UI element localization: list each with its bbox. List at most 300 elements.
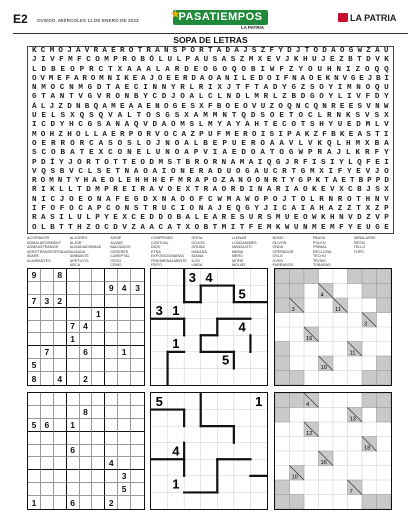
sudoku-cell[interactable]	[41, 496, 54, 509]
sudoku-cell[interactable]	[105, 432, 118, 445]
wordsearch-letter: H	[49, 130, 55, 139]
sudoku-cell[interactable]: 7	[67, 321, 80, 334]
wordsearch-letter: K	[384, 56, 389, 65]
wordsearch-letter: M	[212, 112, 218, 121]
wordsearch-letter: F	[322, 130, 327, 139]
sudoku-cell[interactable]	[41, 372, 54, 385]
wordsearch-row	[28, 205, 393, 214]
wordsearch-letter: G	[87, 121, 93, 130]
wordsearch-letter: Q	[266, 158, 272, 167]
sudoku-cell[interactable]	[105, 269, 118, 282]
sudoku-cell[interactable]	[118, 445, 131, 458]
sudoku-cell[interactable]	[41, 321, 54, 334]
sudoku-cell[interactable]	[131, 483, 144, 496]
sudoku-cell[interactable]	[105, 295, 118, 308]
wordsearch-letter: B	[331, 130, 336, 139]
sudoku-cell[interactable]	[118, 333, 131, 346]
word-list-item: SEÑALARSE	[353, 236, 376, 240]
sudoku-cell[interactable]	[54, 457, 67, 470]
sudoku-cell[interactable]	[80, 419, 93, 432]
sudoku-cell[interactable]	[92, 295, 105, 308]
wordsearch-letter: L	[374, 121, 380, 130]
sudoku-cell[interactable]	[131, 359, 144, 372]
wordsearch-letter: O	[50, 84, 56, 93]
wordsearch-letter: G	[300, 167, 306, 176]
wordsearch-letter: D	[250, 112, 256, 121]
wordsearch-letter: B	[60, 149, 66, 158]
wordsearch-letter: Q	[357, 158, 362, 167]
sudoku-cell[interactable]	[131, 372, 144, 385]
wordsearch-letter: M	[111, 102, 116, 111]
sudoku-cell[interactable]	[105, 445, 118, 458]
wordsearch-letter: C	[59, 84, 65, 93]
wordsearch-letter: L	[84, 130, 90, 139]
sudoku-cell[interactable]	[131, 445, 144, 458]
wordsearch-letter: E	[257, 223, 263, 232]
sudoku-cell[interactable]: 3	[118, 470, 131, 483]
sudoku-cell[interactable]	[54, 308, 67, 321]
sudoku-cell[interactable]	[92, 346, 105, 359]
wordsearch-letter: T	[77, 186, 82, 195]
wordsearch-letter: O	[40, 130, 46, 139]
wordsearch-row	[28, 66, 393, 75]
sudoku-cell[interactable]	[118, 308, 131, 321]
sudoku-cell[interactable]	[28, 406, 41, 419]
wordsearch-letter: Q	[313, 102, 319, 111]
sudoku-cell[interactable]	[92, 483, 105, 496]
wordsearch-letter: S	[167, 158, 173, 167]
sudoku-cell[interactable]	[41, 333, 54, 346]
wordsearch-letter: O	[90, 74, 96, 83]
sudoku-cell[interactable]: 5	[118, 483, 131, 496]
wordsearch-letter: R	[106, 93, 111, 102]
wordsearch-letter: A	[185, 214, 191, 223]
wordsearch-letter: V	[40, 74, 45, 83]
wordsearch-letter: G	[291, 84, 296, 93]
sudoku-cell[interactable]	[54, 333, 67, 346]
sudoku-cell[interactable]	[67, 393, 80, 406]
wordsearch-row	[28, 168, 393, 177]
sudoku-cell[interactable]	[131, 496, 144, 509]
sudoku-cell[interactable]	[54, 321, 67, 334]
wordsearch-letter: N	[96, 195, 102, 204]
wordsearch-letter: A	[149, 186, 154, 195]
sudoku-cell[interactable]: 6	[67, 496, 80, 509]
wordsearch-letter: S	[190, 102, 195, 111]
sudoku-cell[interactable]	[105, 359, 118, 372]
wordsearch-letter: V	[375, 214, 380, 223]
wordsearch-letter: C	[106, 205, 111, 214]
wordsearch-letter: O	[243, 102, 248, 111]
sudoku-cell[interactable]	[67, 457, 80, 470]
sudoku-cell[interactable]	[41, 359, 54, 372]
sudoku-cell[interactable]: 1	[28, 496, 41, 509]
sudoku-cell[interactable]	[131, 470, 144, 483]
wordsearch-letter: T	[95, 158, 100, 167]
sudoku-cell[interactable]	[54, 432, 67, 445]
sudoku-cell[interactable]	[118, 419, 131, 432]
sudoku-cell[interactable]: 2	[105, 496, 118, 509]
kakuro-block	[362, 495, 377, 510]
wordsearch-letter: L	[86, 214, 91, 223]
wordsearch-letter: S	[212, 56, 218, 65]
wordsearch-letter: G	[350, 74, 356, 83]
sudoku-cell[interactable]	[28, 321, 41, 334]
sudoku-cell[interactable]	[131, 432, 144, 445]
wordsearch-row	[28, 196, 393, 205]
kakuro-clue: 18	[364, 445, 371, 452]
wordsearch-letter: B	[374, 139, 380, 148]
wordsearch-letter: E	[272, 121, 278, 130]
wordsearch-letter: I	[384, 74, 389, 83]
wordsearch-letter: H	[143, 177, 149, 186]
wordsearch-letter: R	[282, 167, 287, 176]
word-list-item: ASSIÉ	[110, 236, 122, 240]
wordsearch-letter: E	[189, 167, 195, 176]
wordsearch-letter: P	[181, 47, 187, 55]
sudoku-cell[interactable]	[80, 445, 93, 458]
sudoku-cell[interactable]	[80, 470, 93, 483]
wordsearch-letter: S	[50, 167, 56, 176]
sudoku-cell[interactable]	[28, 470, 41, 483]
wordsearch-letter: S	[269, 130, 275, 139]
wordsearch-letter: T	[115, 167, 120, 176]
wordsearch-letter: C	[108, 149, 113, 158]
sudoku-cell[interactable]	[67, 432, 80, 445]
sudoku-cell[interactable]	[28, 483, 41, 496]
sudoku-cell[interactable]	[118, 269, 131, 282]
wordsearch-letter: X	[70, 112, 75, 121]
wordsearch-letter: J	[366, 186, 371, 195]
sudoku-cell[interactable]	[54, 393, 67, 406]
sudoku-cell[interactable]	[67, 295, 80, 308]
wordsearch-letter: N	[302, 223, 308, 232]
wordsearch-letter: V	[251, 102, 257, 111]
sudoku-cell[interactable]: 4	[54, 372, 67, 385]
wordsearch-letter: V	[69, 167, 74, 176]
sudoku-cell[interactable]	[28, 457, 41, 470]
sudoku-cell[interactable]	[105, 419, 118, 432]
kakuro-block	[377, 269, 392, 284]
wordsearch-letter: I	[41, 186, 46, 195]
sudoku-cell[interactable]	[92, 496, 105, 509]
sudoku-cell[interactable]	[80, 432, 93, 445]
wordsearch-letter: R	[89, 65, 94, 74]
wordsearch-letter: D	[357, 214, 362, 223]
wordsearch-letter: E	[111, 47, 116, 55]
wordsearch-letter: O	[77, 158, 82, 167]
sudoku-cell[interactable]	[92, 470, 105, 483]
sudoku-cell[interactable]	[80, 269, 93, 282]
wordsearch-letter: E	[78, 195, 83, 204]
sudoku-cell[interactable]	[80, 496, 93, 509]
wordsearch-letter: Y	[328, 93, 334, 102]
sudoku-cell[interactable]	[67, 346, 80, 359]
sudoku-cell[interactable]	[54, 359, 67, 372]
wordsearch-letter: P	[287, 130, 292, 139]
wordsearch-letter: T	[176, 158, 182, 167]
sudoku-cell[interactable]	[92, 372, 105, 385]
kakuro-block	[377, 284, 392, 299]
sudoku-cell[interactable]	[28, 393, 41, 406]
sudoku-cell[interactable]	[92, 393, 105, 406]
sudoku-cell[interactable]	[118, 406, 131, 419]
sudoku-cell[interactable]	[41, 269, 54, 282]
sudoku-cell[interactable]	[118, 457, 131, 470]
sudoku-cell[interactable]: 4	[80, 321, 93, 334]
sudoku-cell[interactable]	[41, 432, 54, 445]
sudoku-cell[interactable]	[131, 457, 144, 470]
sudoku-cell[interactable]	[67, 372, 80, 385]
wordsearch-letter: A	[375, 47, 380, 55]
sudoku-cell[interactable]	[41, 308, 54, 321]
sudoku-cell[interactable]	[105, 333, 118, 346]
wordsearch-letter: A	[328, 205, 334, 214]
wordsearch-letter: S	[374, 112, 380, 121]
sudoku-cell[interactable]	[118, 372, 131, 385]
sudoku-cell[interactable]: 3	[131, 282, 144, 295]
wordsearch-letter: O	[339, 47, 345, 55]
word-list-item: AMBIANTE	[69, 254, 89, 258]
sudoku-cell[interactable]	[105, 346, 118, 359]
wordsearch-letter: Y	[254, 205, 259, 214]
wordsearch-letter: C	[78, 167, 83, 176]
sudoku-cell[interactable]	[131, 346, 144, 359]
sudoku-cell[interactable]: 1	[67, 333, 80, 346]
wordsearch-letter: E	[122, 186, 127, 195]
wordsearch-letter: A	[295, 130, 301, 139]
sudoku-cell[interactable]	[54, 346, 67, 359]
sudoku-cell[interactable]	[67, 282, 80, 295]
sudoku-cell[interactable]: 9	[105, 282, 118, 295]
sudoku-cell[interactable]: 6	[41, 419, 54, 432]
brand-text: LA PATRIA	[350, 13, 397, 23]
wordsearch-letter: J	[243, 47, 248, 55]
sudoku-cell[interactable]	[80, 295, 93, 308]
sudoku-cell[interactable]: 8	[28, 372, 41, 385]
sudoku-cell[interactable]	[118, 393, 131, 406]
sudoku-cell[interactable]	[80, 393, 93, 406]
sudoku-cell[interactable]	[105, 393, 118, 406]
sudoku-cell[interactable]	[80, 308, 93, 321]
wordsearch-letter: J	[49, 102, 55, 111]
wordsearch-letter: T	[106, 84, 111, 93]
sudoku-cell[interactable]	[54, 419, 67, 432]
kakuro-block	[290, 269, 305, 284]
wordsearch-letter: S	[60, 112, 66, 121]
kakuro-block	[362, 371, 377, 386]
wordsearch-letter: S	[189, 121, 195, 130]
sudoku-cell[interactable]	[105, 406, 118, 419]
sudoku-cell[interactable]: 3	[41, 295, 54, 308]
wordsearch-letter: P	[79, 65, 85, 74]
sudoku-cell[interactable]	[41, 470, 54, 483]
wordsearch-letter: S	[96, 121, 102, 130]
wordsearch-letter: C	[133, 84, 139, 93]
sudoku-cell[interactable]	[28, 432, 41, 445]
sudoku-cell[interactable]	[131, 308, 144, 321]
sudoku-cell[interactable]	[28, 445, 41, 458]
sudoku-cell[interactable]	[67, 269, 80, 282]
sudoku-cell[interactable]	[92, 406, 105, 419]
sudoku-cell[interactable]	[131, 333, 144, 346]
word-list-item: COMPROBÓ	[150, 236, 173, 240]
sudoku-cell[interactable]	[28, 308, 41, 321]
wordsearch-letter: F	[283, 74, 289, 83]
sudoku-cell[interactable]	[80, 333, 93, 346]
sudoku-cell[interactable]	[41, 406, 54, 419]
wordsearch-letter: L	[136, 139, 142, 148]
wordsearch-letter: A	[269, 139, 275, 148]
kakuro-grid-svg	[275, 269, 391, 385]
sudoku-cell[interactable]	[54, 445, 67, 458]
wordsearch-letter: J	[367, 74, 373, 83]
sudoku-cell[interactable]	[131, 419, 144, 432]
sudoku-cell[interactable]	[118, 496, 131, 509]
wordsearch-letter: Z	[339, 56, 344, 65]
sudoku-cell[interactable]	[105, 308, 118, 321]
kakuro-clue: 16	[320, 460, 327, 467]
sudoku-cell[interactable]	[67, 308, 80, 321]
sudoku-cell[interactable]	[118, 432, 131, 445]
wordsearch-letter: B	[140, 56, 145, 65]
sudoku-cell[interactable]	[54, 496, 67, 509]
sudoku-cell[interactable]	[41, 393, 54, 406]
sudoku-cell[interactable]	[92, 333, 105, 346]
wordsearch-letter: H	[302, 56, 308, 65]
sudoku-cell[interactable]: 8	[54, 269, 67, 282]
sudoku-cell[interactable]	[92, 282, 105, 295]
wordsearch-letter: T	[66, 177, 71, 186]
wordsearch-letter: R	[243, 130, 248, 139]
wordsearch-letter: D	[41, 65, 47, 74]
page-header	[13, 7, 408, 32]
wordsearch-letter: M	[68, 56, 73, 65]
sudoku-cell[interactable]	[54, 470, 67, 483]
sudoku-cell[interactable]	[28, 282, 41, 295]
sudoku-cell[interactable]: 1	[118, 346, 131, 359]
sudoku-cell[interactable]	[80, 359, 93, 372]
sudoku-cell[interactable]	[105, 470, 118, 483]
wordsearch-letter: E	[136, 149, 142, 158]
wordsearch-letter: Q	[326, 139, 332, 148]
sudoku-cell[interactable]: 1	[67, 419, 80, 432]
wordsearch-letter: V	[275, 56, 281, 65]
kakuro-block	[290, 495, 305, 510]
wordsearch-letter: Z	[366, 214, 371, 223]
kakuro-block	[275, 495, 290, 510]
sudoku-cell[interactable]	[118, 321, 131, 334]
sudoku-cell[interactable]: 7	[41, 346, 54, 359]
wordsearch-letter: V	[155, 130, 160, 139]
sudoku-cell[interactable]	[67, 470, 80, 483]
sudoku-cell[interactable]	[80, 457, 93, 470]
wordsearch-letter: O	[58, 47, 63, 55]
sudoku-cell[interactable]	[131, 269, 144, 282]
sudoku-cell[interactable]	[54, 406, 67, 419]
sudoku-cell[interactable]	[41, 483, 54, 496]
sudoku-cell[interactable]	[80, 483, 93, 496]
sudoku-cell[interactable]	[67, 483, 80, 496]
sudoku-cell[interactable]	[118, 295, 131, 308]
sudoku-cell[interactable]	[41, 282, 54, 295]
sudoku-cell[interactable]: 6	[80, 346, 93, 359]
sudoku-cell[interactable]: 7	[28, 295, 41, 308]
sudoku-cell[interactable]	[92, 321, 105, 334]
maze-number: 5	[221, 352, 230, 368]
sudoku-cell[interactable]: 2	[80, 372, 93, 385]
sudoku-cell[interactable]	[54, 282, 67, 295]
sudoku-cell[interactable]: 5	[28, 419, 41, 432]
wordsearch-letter: E	[226, 205, 232, 214]
wordsearch-letter: X	[122, 214, 127, 223]
wordsearch-letter: G	[298, 177, 303, 186]
wordsearch-letter: N	[107, 74, 113, 83]
sudoku-cell[interactable]	[92, 359, 105, 372]
maze-puzzle-1	[150, 268, 268, 386]
sudoku-cell[interactable]	[41, 445, 54, 458]
sudoku-cell[interactable]	[131, 393, 144, 406]
sudoku-cell[interactable]	[118, 359, 131, 372]
wordsearch-letter: S	[321, 158, 326, 167]
wordsearch-letter: C	[282, 121, 287, 130]
sudoku-cell[interactable]	[105, 372, 118, 385]
sudoku-cell[interactable]	[92, 445, 105, 458]
sudoku-cell[interactable]	[92, 269, 105, 282]
sudoku-cell[interactable]: 9	[28, 269, 41, 282]
sudoku-cell[interactable]	[28, 333, 41, 346]
wordsearch-letter: B	[84, 102, 90, 111]
sudoku-cell[interactable]: 4	[105, 457, 118, 470]
sudoku-cell[interactable]: 1	[92, 308, 105, 321]
sudoku-cell[interactable]	[67, 359, 80, 372]
wordsearch-letter: M	[254, 93, 259, 102]
sudoku-cell[interactable]	[92, 419, 105, 432]
word-list-item: OSLO	[272, 254, 283, 258]
wordsearch-letter: Z	[260, 47, 266, 55]
sudoku-cell[interactable]	[80, 282, 93, 295]
sudoku-cell[interactable]	[41, 457, 54, 470]
sudoku-cell[interactable]	[28, 346, 41, 359]
sudoku-cell[interactable]: 2	[54, 295, 67, 308]
wordsearch-letter: R	[32, 177, 37, 186]
wordsearch-letter: M	[32, 130, 37, 139]
wordsearch-letter: C	[89, 139, 94, 148]
sudoku-cell[interactable]	[131, 295, 144, 308]
sudoku-cell[interactable]	[131, 321, 144, 334]
sudoku-cell[interactable]	[131, 406, 144, 419]
word-list-item: EXPOSICIONARAS	[150, 254, 184, 258]
sudoku-cell[interactable]: 5	[28, 359, 41, 372]
wordsearch-letter: C	[158, 223, 163, 232]
wordsearch-letter: T	[291, 195, 296, 204]
sudoku-cell[interactable]: 8	[80, 406, 93, 419]
sudoku-cell[interactable]: 4	[118, 282, 131, 295]
sudoku-cell[interactable]	[105, 483, 118, 496]
sudoku-cell[interactable]	[105, 321, 118, 334]
wordsearch-letter: O	[266, 74, 272, 83]
sudoku-cell[interactable]	[54, 483, 67, 496]
sudoku-cell[interactable]	[92, 457, 105, 470]
sudoku-cell[interactable]	[67, 406, 80, 419]
wordsearch-letter: F	[374, 149, 380, 158]
wordsearch-letter: E	[131, 158, 136, 167]
sudoku-cell[interactable]	[92, 432, 105, 445]
wordsearch-letter: N	[32, 195, 37, 204]
sudoku-cell[interactable]: 6	[67, 445, 80, 458]
wordsearch-letter: E	[212, 139, 218, 148]
wordsearch-letter: M	[208, 121, 213, 130]
